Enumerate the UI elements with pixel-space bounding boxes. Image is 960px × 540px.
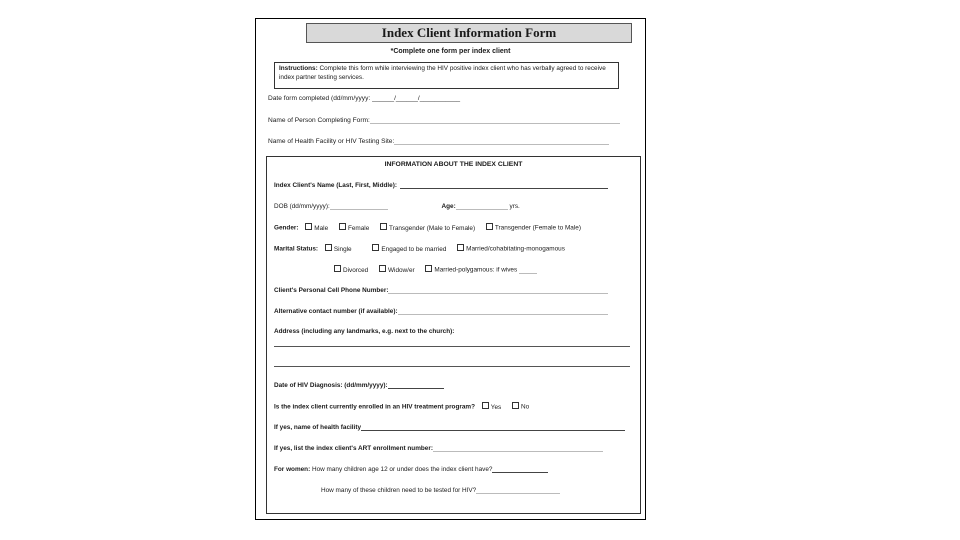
women-q2-label: How many of these children need to be tested for HIV? — [321, 487, 477, 494]
facility-label: Name of Health Facility or HIV Testing Site: — [268, 138, 395, 145]
form-subtitle: *Complete one form per index client — [390, 48, 511, 55]
form-title: Index Client Information Form — [306, 23, 632, 43]
instructions-text: Complete this form while interviewing the HIV positive index client who has verbally agreed to receive index partner testing services. — [279, 65, 606, 81]
address-row — [274, 328, 454, 335]
alt-contact-field[interactable] — [398, 307, 608, 315]
marital-option-polygamous: Married-polygamous: if wives — [434, 266, 518, 274]
marital-option-divorced: Divorced — [343, 266, 369, 274]
dob-field[interactable] — [330, 202, 388, 210]
marital-engaged-checkbox[interactable] — [372, 244, 379, 251]
marital-single-checkbox[interactable] — [325, 244, 332, 251]
address-label: Address (including any landmarks, e.g. next to the church): — [274, 328, 455, 335]
marital-option-monogamous: Married/cohabitating-monogamous — [466, 245, 565, 253]
marital-divorced-checkbox[interactable] — [334, 265, 341, 272]
gender-row — [274, 223, 581, 232]
facility-field[interactable] — [394, 137, 609, 145]
dob-age-row — [274, 202, 520, 210]
gender-male-checkbox[interactable] — [305, 223, 312, 230]
enrolled-no-checkbox[interactable] — [512, 402, 519, 409]
women-q2-field[interactable] — [476, 486, 560, 494]
client-name-row — [274, 181, 608, 189]
if-yes-art-field[interactable] — [433, 444, 603, 452]
enrolled-row — [274, 402, 529, 411]
if-yes-facility-row — [274, 423, 625, 431]
person-completing-label: Name of Person Completing Form: — [268, 117, 370, 124]
if-yes-art-row — [274, 444, 603, 452]
index-client-section — [266, 156, 641, 514]
enrolled-no-label: No — [521, 403, 530, 411]
women-q2-row — [321, 486, 560, 494]
age-label: Age: — [441, 203, 456, 210]
diagnosis-label: Date of HIV Diagnosis: (dd/mm/yyyy): — [274, 382, 388, 389]
address-line-2[interactable] — [274, 366, 630, 367]
gender-option-female: Female — [347, 224, 370, 232]
form-page — [255, 18, 646, 520]
client-name-field[interactable] — [400, 181, 608, 189]
marital-label: Marital Status: — [274, 245, 319, 253]
marital-option-engaged: Engaged to be married — [381, 245, 447, 253]
women-q1-row — [274, 465, 548, 473]
dob-label: DOB (dd/mm/yyyy): — [274, 203, 330, 210]
gender-ftm-checkbox[interactable] — [486, 223, 493, 230]
gender-option-ftm: Transgender (Female to Male) — [494, 224, 581, 232]
phone-label: Client's Personal Cell Phone Number: — [274, 287, 389, 294]
gender-female-checkbox[interactable] — [339, 223, 346, 230]
marital-polygamous-checkbox[interactable] — [425, 265, 432, 272]
marital-option-single: Single — [333, 245, 352, 253]
facility-row — [268, 137, 609, 145]
marital-widow-checkbox[interactable] — [379, 265, 386, 272]
alt-contact-row — [274, 307, 608, 315]
enrolled-yes-checkbox[interactable] — [482, 402, 489, 409]
person-completing-row — [268, 116, 620, 124]
age-field[interactable] — [456, 202, 508, 210]
if-yes-facility-field[interactable] — [361, 423, 625, 431]
if-yes-facility-label: If yes, name of health facility — [274, 424, 362, 431]
date-completed-row — [268, 95, 460, 102]
gender-option-male: Male — [314, 224, 329, 232]
marital-monogamous-checkbox[interactable] — [457, 244, 464, 251]
enrolled-yes-label: Yes — [490, 403, 502, 411]
enrolled-question: Is the index client currently enrolled in an HIV treatment program? — [274, 403, 475, 411]
gender-mtf-checkbox[interactable] — [380, 223, 387, 230]
women-label: For women: — [274, 466, 311, 473]
alt-contact-label: Alternative contact number (if available): — [274, 308, 398, 315]
marital-row-2 — [329, 265, 537, 274]
women-q1-field[interactable] — [492, 465, 548, 473]
phone-field[interactable] — [388, 286, 608, 294]
if-yes-art-label: If yes, list the index client's ART enrollment number: — [274, 445, 433, 452]
marital-option-widow: Widow/er — [388, 266, 415, 274]
diagnosis-field[interactable] — [388, 381, 444, 389]
gender-label: Gender: — [274, 224, 299, 232]
client-name-label: Index Client's Name (Last, First, Middle): — [274, 182, 397, 189]
instructions-box — [274, 62, 619, 89]
person-completing-field[interactable] — [370, 116, 620, 124]
wives-count-field[interactable] — [519, 266, 537, 274]
address-line-1[interactable] — [274, 346, 630, 347]
women-q1-label: How many children age 12 or under does the index client have? — [310, 466, 493, 473]
section-title: INFORMATION ABOUT THE INDEX CLIENT — [384, 161, 523, 168]
diagnosis-row — [274, 381, 444, 389]
instructions-label: Instructions: — [279, 65, 318, 72]
marital-row-1 — [274, 244, 565, 253]
gender-option-mtf: Transgender (Male to Female) — [389, 224, 476, 232]
age-unit: yrs. — [509, 203, 520, 210]
date-completed-label: Date form completed (dd/mm/yyyy: ______/______/___________ — [268, 95, 461, 102]
phone-row — [274, 286, 608, 294]
